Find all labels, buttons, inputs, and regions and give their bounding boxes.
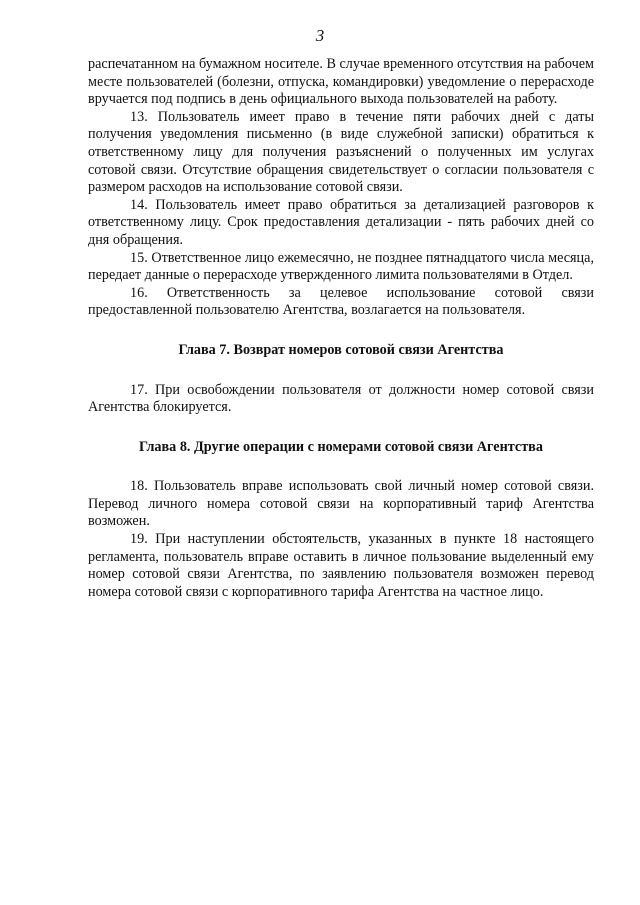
paragraph-14: 14. Пользователь имеет право обратиться за детализацией разговоров к ответственному лицу. Срок предоставления детализации - пять рабочих дней со дня обращения. — [88, 196, 594, 248]
paragraph-19: 19. При наступлении обстоятельств, указанных в пункте 18 настоящего регламента, пользователь вправе оставить в личное пользование выделенный ему номер сотовой связи Агентства, по заявлению пользователя возможен перевод номера сотовой связи с корпоративного тарифа Агентства на частное лицо. — [88, 531, 594, 600]
page-number: 3 — [315, 26, 325, 45]
paragraph-15: 15. Ответственное лицо ежемесячно, не позднее пятнадцатого числа месяца, передает данные о перерасходе утвержденного лимита пользователями в Отдел. — [88, 249, 594, 284]
document-body — [88, 56, 594, 601]
paragraph-13: 13. Пользователь имеет право в течение пяти рабочих дней с даты получения уведомления письменно (в виде служебной записки) обратиться к ответственному лицу для получения разъяснений о полученных им услугах сотовой связи. Отсутствие обращения свидетельствует о согласии пользователя с размером расходов на использование сотовой связи. — [88, 108, 594, 196]
paragraph-18: 18. Пользователь вправе использовать свой личный номер сотовой связи. Перевод личного номера сотовой связи на корпоративный тариф Агентства возможен. — [88, 478, 594, 530]
chapter-8-heading: Глава 8. Другие операции с номерами сотовой связи Агентства — [139, 438, 543, 455]
paragraph-continuation: распечатанном на бумажном носителе. В случае временного отсутствия на рабочем месте пользователей (болезни, отпуска, командировки) уведомление о перерасходе вручается под подпись в день официального выхода пользователей на работу. — [88, 56, 594, 108]
chapter-7-heading: Глава 7. Возврат номеров сотовой связи Агентства — [178, 341, 504, 358]
paragraph-16: 16. Ответственность за целевое использование сотовой связи предоставленной пользователю Агентства, возлагается на пользователя. — [88, 284, 594, 319]
paragraph-17: 17. При освобождении пользователя от должности номер сотовой связи Агентства блокируется. — [88, 381, 594, 416]
